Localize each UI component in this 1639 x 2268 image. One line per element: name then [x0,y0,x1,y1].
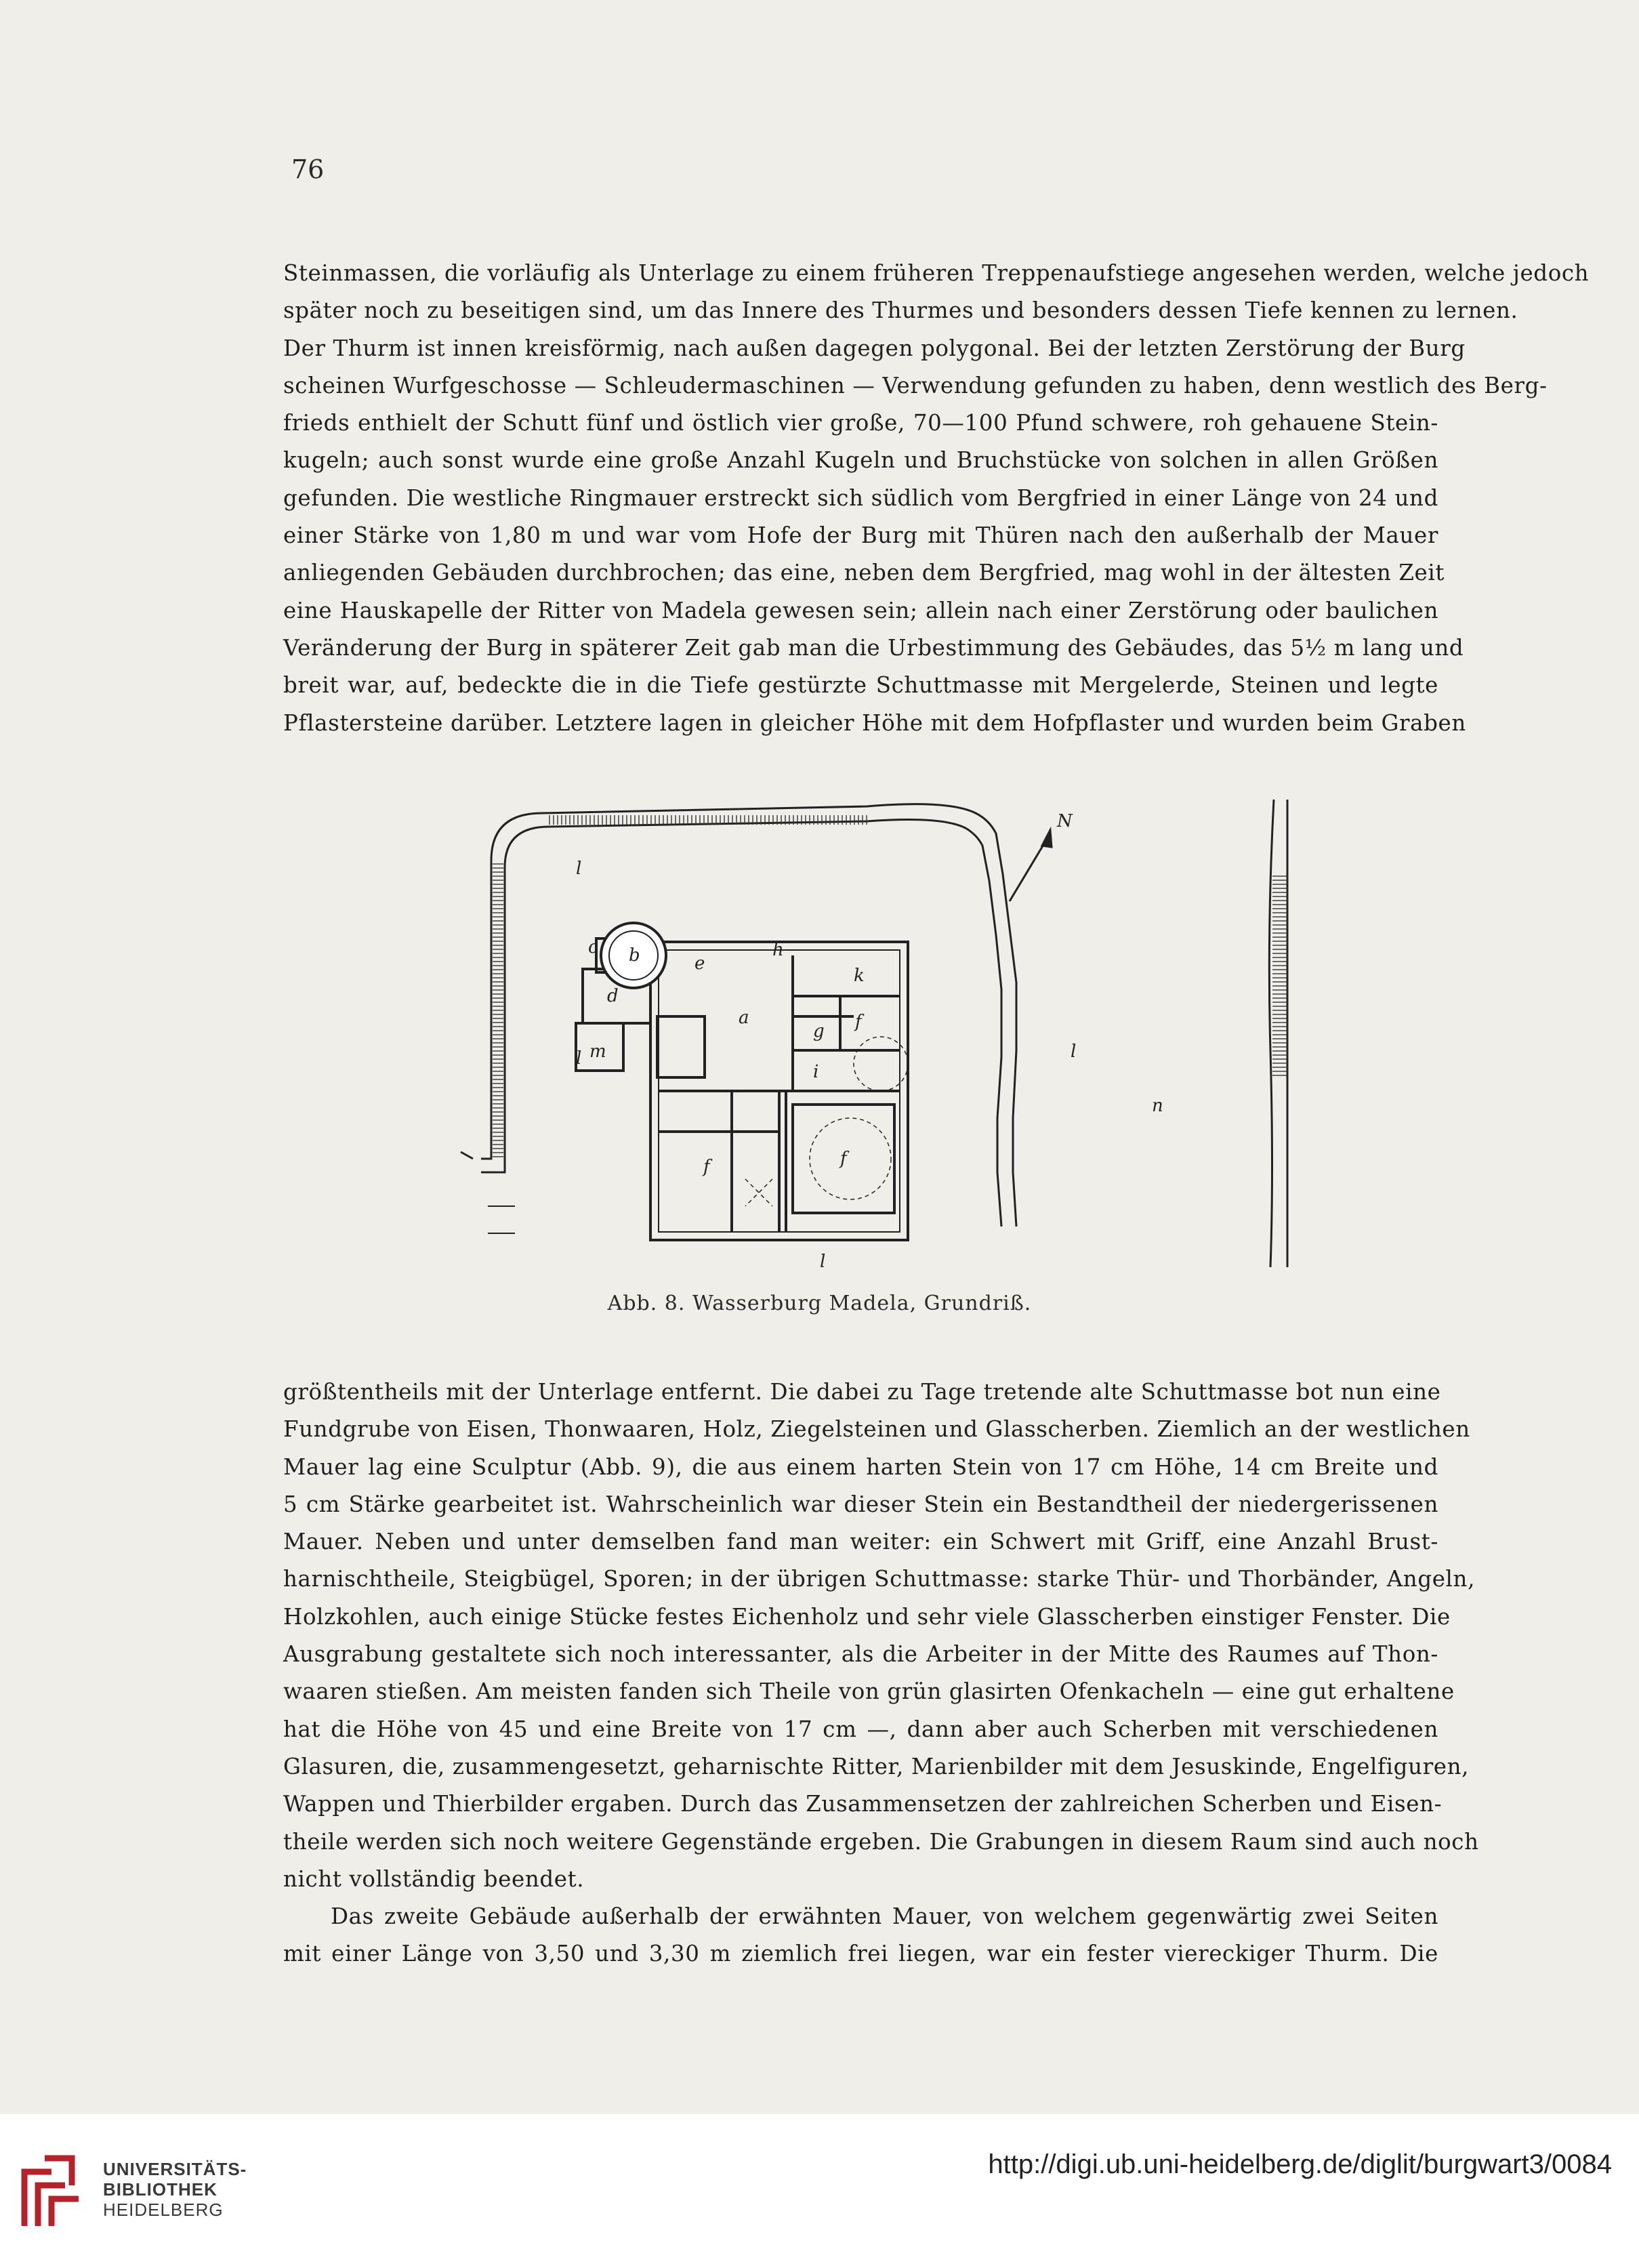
text-line: hat die Höhe von 45 und eine Breite von 17 cm —, dann aber auch Scherben mit verschiedenen [283,1716,1438,1742]
library-name [103,2159,247,2220]
library-name-line1: UNIVERSITÄTS- [103,2159,247,2179]
page-number: 76 [291,154,325,184]
text-line: kugeln; auch sonst wurde eine große Anzahl Kugeln und Bruchstücke von solchen in allen Größen [283,447,1438,474]
text-line: Wappen und Thierbilder ergaben. Durch das Zusammensetzen der zahlreichen Scherben und Eisen- [283,1791,1443,1817]
text-line: Mauer. Neben und unter demselben fand man weiter: ein Schwert mit Griff, eine Anzahl Brust- [283,1529,1438,1555]
source-url-link[interactable]: http://digi.ub.uni-heidelberg.de/diglit/burgwart3/0084 [988,2149,1612,2179]
label-c: c [588,937,598,957]
label-f1: f [703,1157,710,1177]
text-line: Glasuren, die, zusammengesetzt, geharnischte Ritter, Marienbilder mit dem Jesuskinde, Engelfiguren, [283,1753,1470,1779]
text-line: nicht vollständig beendet. [283,1865,585,1892]
text-line: Ausgrabung gestaltete sich noch interessanter, als die Arbeiter in der Mitte des Raumes auf Thon- [283,1641,1438,1668]
text-line: Der Thurm ist innen kreisförmig, nach außen dagegen polygonal. Bei der letzten Zerstörung der Burg [283,335,1466,361]
label-i: i [813,1062,819,1082]
label-g: g [813,1021,825,1042]
castle-floor-plan [474,793,1308,1281]
text-line: Mauer lag eine Sculptur (Abb. 9), die aus einem harten Stein von 17 cm Höhe, 14 cm Breite und [283,1453,1438,1480]
label-k: k [854,966,865,986]
label-l-top: l [576,859,582,879]
text-line: breit war, auf, bedeckte die in die Tiefe gestürzte Schuttmasse mit Mergelerde, Steinen und legte [283,672,1438,699]
text-line: Das zweite Gebäude außerhalb der erwähnten Mauer, von welchem gegenwärtig zwei Seiten [331,1903,1438,1930]
text-line: Steinmassen, die vorläufig als Unterlage zu einem früheren Treppenaufstiege angesehen werden, welche jedoch [283,260,1590,286]
label-n: n [1152,1096,1163,1116]
text-line: frieds enthielt der Schutt fünf und östlich vier große, 70—100 Pfund schwere, roh gehauene Stein- [283,410,1438,436]
label-l-left: l [576,1048,582,1069]
text-line: Veränderung der Burg in späterer Zeit gab man die Urbestimmung des Gebäudes, das 5½ m lang und [283,634,1464,661]
label-a: a [739,1008,749,1028]
label-h: h [772,940,784,960]
text-line: größtentheils mit der Unterlage entfernt. Die dabei zu Tage tretende alte Schuttmasse bot nun eine [283,1379,1441,1405]
label-north: N [1057,811,1073,831]
text-line: später noch zu beseitigen sind, um das Innere des Thurmes und besonders dessen Tiefe kennen zu lernen. [283,297,1518,324]
label-e: e [694,953,705,974]
text-block-top [283,255,1590,742]
label-m: m [589,1042,606,1062]
text-line: waaren stießen. Am meisten fanden sich Theile von grün glasirten Ofenkacheln — eine gut erhaltene [283,1678,1455,1705]
label-b: b [629,945,640,966]
label-l-right: l [1071,1042,1077,1062]
text-line: gefunden. Die westliche Ringmauer erstreckt sich südlich vom Bergfried in einer Länge von 24 und [283,484,1438,511]
text-line: mit einer Länge von 3,50 und 3,30 m ziemlich frei liegen, war ein fester viereckiger Thurm. Die [283,1941,1438,1967]
floor-plan-drawing [474,793,1308,1281]
label-l-bottom: l [820,1252,826,1272]
label-s: f [855,1012,862,1032]
text-line: theile werden sich noch weitere Gegenstände ergeben. Die Grabungen in diesem Raum sind auch noch [283,1828,1479,1855]
text-line: anliegenden Gebäuden durchbrochen; das eine, neben dem Bergfried, mag wohl in der ältesten Zeit [283,560,1445,586]
text-line: harnischtheile, Steigbügel, Sporen; in der übrigen Schuttmasse: starke Thür- und Thorbänder, Angeln, [283,1566,1476,1592]
north-arrow-icon [1010,830,1052,901]
text-line: 5 cm Stärke gearbeitet ist. Wahrscheinlich war dieser Stein ein Bestandtheil der niedergerissenen [283,1491,1438,1517]
text-line: Pflastersteine darüber. Letztere lagen in gleicher Höhe mit dem Hofpflaster und wurden beim Graben [283,709,1466,736]
text-line: Fundgrube von Eisen, Thonwaaren, Holz, Ziegelsteinen und Glasscherben. Ziemlich an der westlichen [283,1416,1470,1443]
label-d: d [607,986,619,1006]
label-f2: f [840,1149,847,1169]
library-name-line2: BIBLIOTHEK [103,2179,217,2200]
text-line: einer Stärke von 1,80 m und war vom Hofe der Burg mit Thüren nach den außerhalb der Mauer [283,522,1438,549]
text-line: eine Hauskapelle der Ritter von Madela gewesen sein; allein nach einer Zerstörung oder baulichen [283,597,1438,623]
text-line: scheinen Wurfgeschosse — Schleudermaschinen — Verwendung gefunden zu haben, denn westlich des Berg- [283,372,1548,398]
entrance-arrow-icon [461,1152,473,1159]
digitization-footer [0,2114,1639,2268]
figure-caption: Abb. 8. Wasserburg Madela, Grundriß. [607,1292,1032,1315]
text-block-bottom [283,1374,1479,1973]
library-name-line3: HEIDELBERG [103,2200,224,2220]
text-line: Holzkohlen, auch einige Stücke festes Eichenholz und sehr viele Glasscherben einstiger Fenster. Die [283,1603,1451,1630]
library-logo-icon [18,2145,92,2233]
